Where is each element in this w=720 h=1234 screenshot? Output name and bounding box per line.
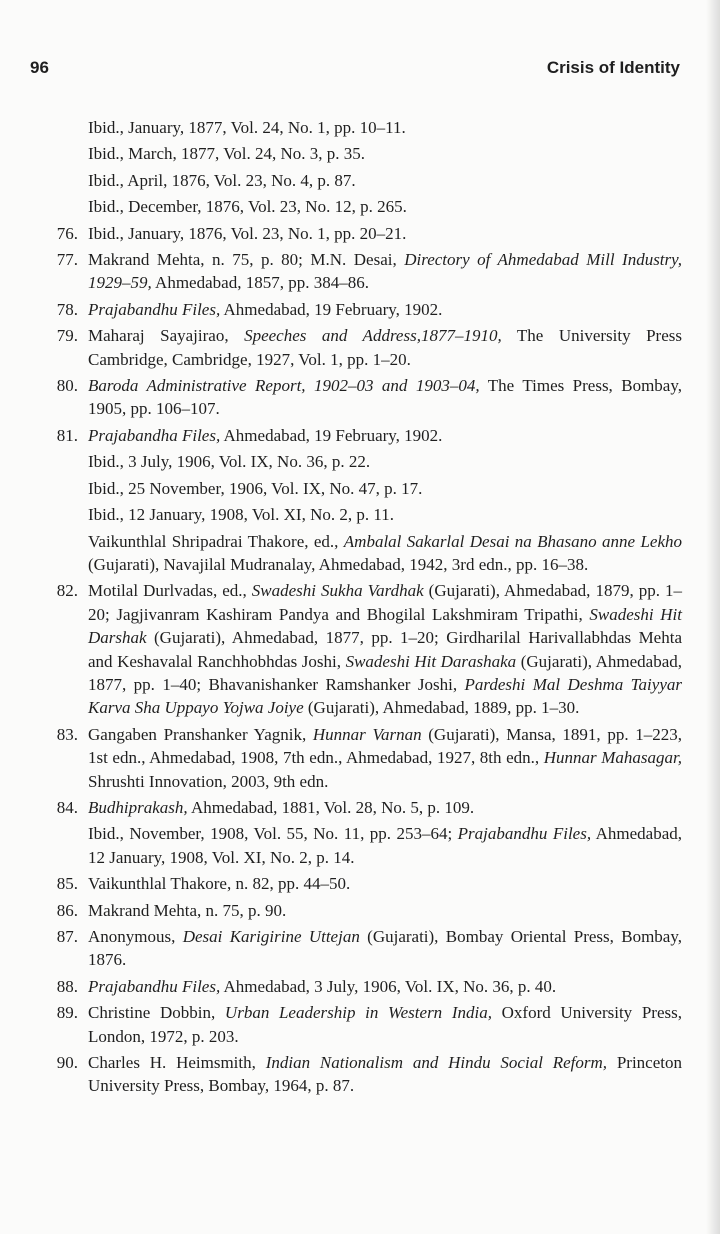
endnote-segment: Anonymous, [88, 927, 183, 946]
endnote-title: Prajabandha Files, [88, 425, 221, 445]
endnote-title: Hunnar Varnan [312, 724, 422, 744]
endnote-item [38, 975, 682, 998]
endnote-text [78, 723, 682, 793]
endnote-segment: (Gujarati), Ahmedabad, 1877, pp. 1–20; Girdharilal Harivallabhdas Mehta and Keshavalal Ranchhobhdas Joshi, [88, 628, 682, 671]
endnote-segment: Gangaben Pranshanker Yagnik, [88, 724, 313, 744]
endnote-item [38, 248, 682, 295]
endnote-segment: Ibid., December, 1876, Vol. 23, No. 12, p. 265. [88, 197, 407, 217]
endnote-number [38, 116, 78, 139]
endnotes-list [38, 116, 682, 1101]
endnote-number: 89. [56, 1003, 78, 1023]
endnote-text [78, 374, 682, 421]
endnote-text [78, 169, 682, 192]
endnote-number: 88. [56, 976, 78, 996]
endnote-segment: Makrand Mehta, n. 75, p. 90. [88, 900, 287, 920]
endnote-item [38, 822, 682, 869]
endnote-title: Hunnar Mahasagar, [543, 748, 682, 768]
endnote-title: Indian Nationalism and Hindu Social Reform, [265, 1053, 608, 1073]
endnote-segment: (Gujarati), Mansa, 1891, pp. 1–223, 1st edn., Ahmedabad, 1908, 7th edn., Ahmedabad, 1927, 8th edn., [88, 724, 683, 768]
endnote-item [38, 450, 682, 473]
endnote-segment: Ahmedabad, 3 July, 1906, Vol. IX, No. 36, p. 40. [220, 976, 557, 996]
endnote-text [78, 116, 682, 139]
endnote-item [38, 169, 682, 192]
endnote-text [78, 477, 682, 500]
endnote-segment: Ahmedabad, 19 February, 1902. [220, 299, 443, 319]
page-edge-shadow [706, 0, 720, 1234]
endnote-number: 81. [56, 425, 78, 445]
endnote-number: 77. [56, 250, 78, 270]
endnote-title: Ambalal Sakarlal Desai na Bhasano anne Lekho [343, 531, 682, 551]
endnote-number: 90. [56, 1053, 78, 1073]
endnote-item [38, 796, 682, 819]
endnote-text [78, 796, 682, 819]
endnote-item [38, 374, 682, 421]
endnote-segment: Ibid., November, 1908, Vol. 55, No. 11, pp. 253–64; [88, 824, 458, 844]
endnote-number: 83. [56, 724, 78, 744]
endnote-segment: Makrand Mehta, n. 75, p. 80; M.N. Desai, [88, 250, 405, 270]
endnote-segment: Charles H. Heimsmith, [88, 1053, 266, 1073]
endnote-text [78, 142, 682, 165]
endnote-item [38, 424, 682, 447]
endnote-number: 87. [56, 927, 78, 946]
endnote-title: Swadeshi Hit Darashaka [345, 651, 517, 671]
endnote-item [38, 925, 682, 972]
endnote-item [38, 503, 682, 526]
endnote-title: Baroda Administrative Report, 1902–03 and 1903–04, [88, 376, 480, 396]
endnote-number [38, 169, 78, 192]
endnote-text [78, 579, 682, 719]
endnote-title: Pardeshi Mal Deshma Taiyyar Karva Sha Uppayo Yojwa Joiye [88, 674, 682, 718]
endnote-text [78, 1051, 682, 1098]
endnote-number: 82. [56, 581, 78, 601]
endnote-text [78, 424, 682, 447]
endnote-title: Prajabandhu Files, [457, 824, 592, 844]
endnote-text [78, 530, 682, 577]
endnote-item [38, 723, 682, 793]
endnote-number: 80. [56, 376, 78, 396]
endnote-segment: (Gujarati), Ahmedabad, 1889, pp. 1–30. [303, 698, 580, 718]
endnote-title: Budhiprakash, [88, 797, 188, 817]
endnote-segment: (Gujarati), Ahmedabad, 1877, pp. 1–40; Bhavanishanker Ramshanker Joshi, [88, 651, 683, 694]
endnote-title: Speeches and Address,1877–1910, [244, 326, 502, 346]
running-head: Crisis of Identity [546, 58, 680, 77]
endnote-item [38, 899, 682, 922]
endnote-segment: Ahmedabad, 12 January, 1908, Vol. XI, No. 2, p. 14. [88, 824, 682, 867]
endnote-number: 78. [56, 299, 78, 319]
endnote-item [38, 116, 682, 139]
endnote-segment: Ibid., 25 November, 1906, Vol. IX, No. 47, p. 17. [88, 478, 423, 498]
endnote-title: Prajabandhu Files, [88, 976, 221, 996]
endnote-number [38, 503, 78, 526]
endnote-segment: Ibid., January, 1876, Vol. 23, No. 1, pp. 20–21. [88, 223, 407, 243]
endnote-text [78, 503, 682, 526]
endnote-item [38, 142, 682, 165]
endnote-text [78, 248, 682, 295]
endnote-segment: Vaikunthlal Thakore, n. 82, pp. 44–50. [88, 874, 351, 894]
endnote-item [38, 530, 682, 577]
endnote-segment: Ibid., 3 July, 1906, Vol. IX, No. 36, p. 22. [88, 452, 371, 472]
endnote-item [38, 1051, 682, 1098]
endnote-title: Directory of Ahmedabad Mill Industry, 1929–59, [88, 250, 683, 293]
endnote-number: 76. [56, 223, 78, 243]
endnote-segment: Motilal Durlvadas, ed., [88, 581, 252, 601]
page-number: 96 [30, 58, 49, 77]
endnote-number [38, 142, 78, 165]
endnote-segment: Shrushti Innovation, 2003, 9th edn. [88, 771, 329, 791]
endnote-item [38, 195, 682, 218]
endnote-segment: The Times Press, Bombay, 1905, pp. 106–107. [88, 376, 683, 419]
endnote-number: 85. [56, 874, 78, 894]
endnote-item [38, 324, 682, 371]
endnote-title: Swadeshi Hit Darshak [88, 604, 682, 648]
endnote-number: 86. [56, 900, 78, 920]
endnote-segment: (Gujarati), Ahmedabad, 1879, pp. 1–20; Jagjivanram Kashiram Pandya and Bhogilal Lakshmiram Tripathi, [88, 581, 683, 624]
endnote-segment: Ibid., March, 1877, Vol. 24, No. 3, p. 35. [88, 144, 366, 164]
endnote-text [78, 222, 682, 245]
endnote-segment: Maharaj Sayajirao, [88, 326, 245, 346]
endnote-number [38, 530, 78, 577]
endnote-title: Swadeshi Sukha Vardhak [251, 581, 424, 601]
endnote-item [38, 477, 682, 500]
endnote-item [38, 579, 682, 719]
page-header [30, 58, 680, 88]
endnote-segment: Vaikunthlal Shripadrai Thakore, ed., [88, 531, 344, 551]
endnote-item [38, 222, 682, 245]
endnote-segment: Ibid., April, 1876, Vol. 23, No. 4, p. 87. [88, 170, 356, 190]
endnote-title: Urban Leadership in Western India, [224, 1003, 492, 1023]
endnote-text [78, 450, 682, 473]
endnote-segment: Oxford University Press, London, 1972, p. 203. [88, 1003, 682, 1046]
endnote-text [78, 1001, 682, 1048]
endnote-segment: (Gujarati), Bombay Oriental Press, Bombay, 1876. [88, 927, 682, 970]
endnote-title: Desai Karigirine Uttejan [182, 927, 360, 946]
endnote-text [78, 975, 682, 998]
endnote-number [38, 477, 78, 500]
endnote-text [78, 324, 682, 371]
endnote-segment: (Gujarati), Navajilal Mudranalay, Ahmedabad, 1942, 3rd edn., pp. 16–38. [88, 554, 589, 574]
endnote-segment: Ahmedabad, 19 February, 1902. [220, 425, 443, 445]
endnote-number: 79. [56, 326, 78, 346]
endnote-number [38, 195, 78, 218]
endnote-title: Prajabandhu Files, [88, 299, 221, 319]
endnote-segment: The University Press Cambridge, Cambridge, 1927, Vol. 1, pp. 1–20. [88, 326, 682, 369]
endnote-segment: Christine Dobbin, [88, 1003, 225, 1023]
endnote-segment: Ahmedabad, 1881, Vol. 28, No. 5, p. 109. [187, 797, 475, 817]
endnote-text [78, 822, 682, 869]
endnote-text [78, 925, 682, 972]
endnote-segment: Ibid., January, 1877, Vol. 24, No. 1, pp. 10–11. [88, 118, 406, 137]
endnote-segment: Ibid., 12 January, 1908, Vol. XI, No. 2, p. 11. [88, 505, 394, 525]
endnote-number [38, 450, 78, 473]
endnote-text [78, 872, 682, 895]
endnote-number [38, 822, 78, 869]
endnote-segment: Ahmedabad, 1857, pp. 384–86. [151, 273, 369, 293]
endnote-item [38, 1001, 682, 1048]
endnote-segment: Princeton University Press, Bombay, 1964, p. 87. [88, 1053, 682, 1096]
endnote-item [38, 872, 682, 895]
endnote-text [78, 899, 682, 922]
endnote-text [78, 195, 682, 218]
endnote-text [78, 298, 682, 321]
endnote-item [38, 298, 682, 321]
endnote-number: 84. [56, 797, 78, 817]
